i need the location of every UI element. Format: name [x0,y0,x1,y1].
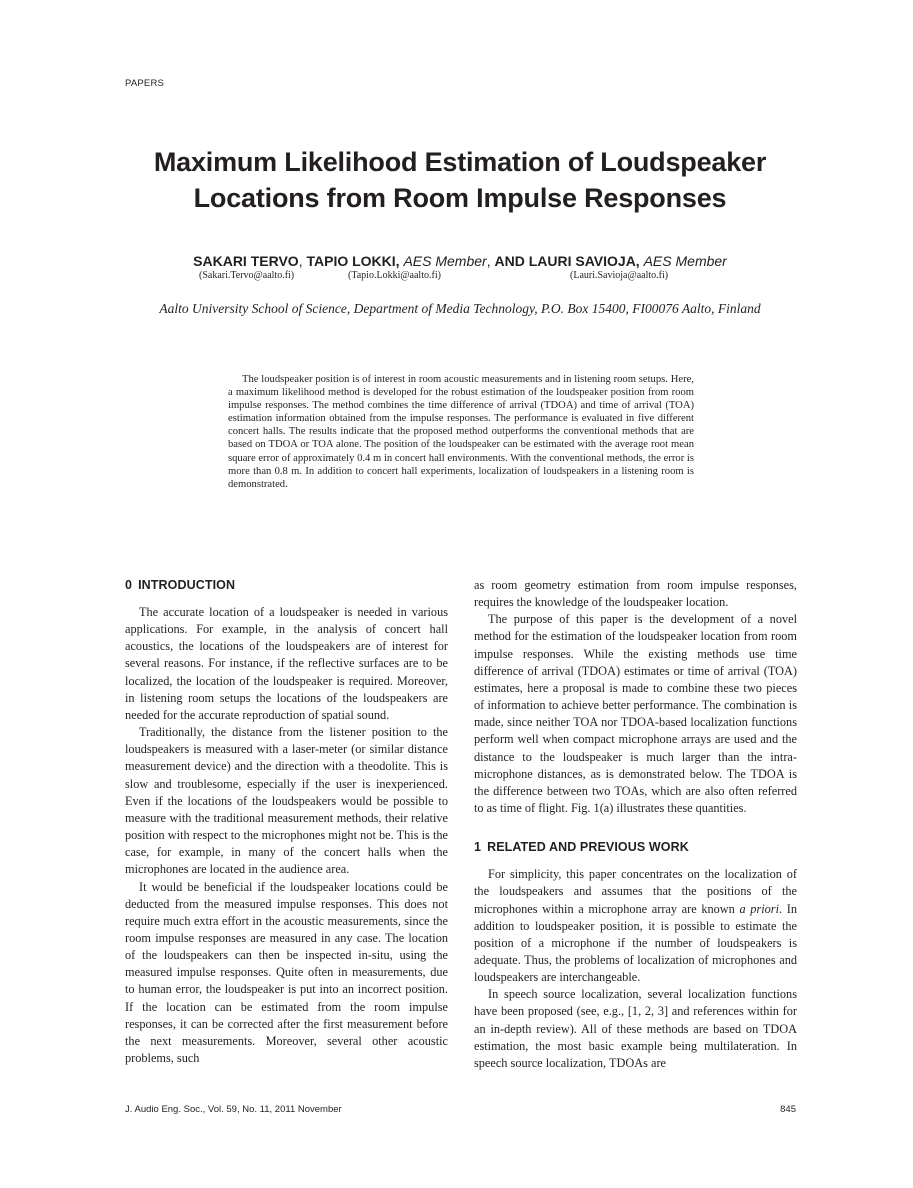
related-paragraph-1-italic: a priori [739,901,780,916]
footer-citation: J. Audio Eng. Soc., Vol. 59, No. 11, 2011 November [125,1104,342,1115]
section-number: 0 [125,578,133,592]
affiliation: Aalto University School of Science, Department of Media Technology, P.O. Box 15400, FI00076 Aalto, Finland [159,301,761,316]
author-3-email: (Lauri.Savioja@aalto.fi) [570,270,669,281]
author-2-email: (Tapio.Lokki@aalto.fi) [348,270,441,281]
section-title: RELATED AND PREVIOUS WORK [487,840,689,855]
related-paragraph-1-text-cont: . In addition to loudspeaker position, it is possible to estimate the position of a microphone if the number of loudspeakers is adequate. Thus, the problems of localization of microphones and loudspeakers are interchangeable. [474,901,797,985]
section-heading-related-work [474,839,797,856]
paper-title [100,144,820,216]
intro-paragraph-2: Traditionally, the distance from the listener position to the loudspeakers is measured with a laser-meter (or similar distance measurement device) and the direction with a theodolite. This is slow and troublesome, especially if the user is inexperienced. Even if the locations of the loudspeakers would be possible to measure with the traditional measurement methods, their relative position with respect to the microphones might not be. This is the case, for example, in many of the concert halls when the microphones are located in the audience area. [125,725,448,877]
title-line-2: Locations from Room Impulse Responses [193,183,727,213]
author-2-membership: AES Member [403,253,487,269]
author-2: TAPIO LOKKI, [306,253,400,269]
author-3: LAURI SAVIOJA, [528,253,640,269]
section-number: 1 [474,840,482,855]
author-conjunction: AND [494,253,525,269]
intro-paragraph-3-continued: as room geometry estimation from room impulse responses, requires the knowledge of the loudspeaker location. [474,578,797,610]
author-3-membership: AES Member [643,253,727,269]
author-separator-1: , [298,253,303,269]
related-paragraph-1 [474,866,797,986]
page-number: 845 [780,1104,796,1115]
section-heading-introduction [125,577,448,594]
author-separator-2: , [486,253,491,269]
abstract: The loudspeaker position is of interest in room acoustic measurements and in listening room setups. Here, a maximum likelihood method is developed for the robust estimation of the loudspeaker position from room impulse responses. The method combines the time difference of arrival (TDOA) and time of arrival (TOA) estimation information obtained from the impulse responses. The performance is evaluated in five different concert halls. The results indicate that the proposed method outperforms the conventional methods that are based on TDOA or TOA alone. The position of the loudspeaker can be estimated with the average root mean square error of approximately 0.4 m in concert hall environments. With the conventional methods, the error is more than 0.8 m. In addition to concert hall experiments, localization of loudspeakers in a listening room is demonstrated. [228,374,694,490]
left-column [125,577,448,1067]
right-column [474,577,797,1072]
author-list [130,252,790,270]
author-1-email: (Sakari.Tervo@aalto.fi) [199,270,295,281]
author-1: SAKARI TERVO [193,253,299,269]
running-header: PAPERS [125,78,165,89]
intro-paragraph-3: It would be beneficial if the loudspeaker locations could be deducted from the measured impulse responses. This does not require much extra effort in the acoustic measurements, since the room impulse responses are measured in any case. The location of the loudspeakers can then be inspected in-situ, using the measured impulse responses. Quite often in measurements, due to human error, the loudspeaker is put into an incorrect position. If the location can be estimated from the room impulse responses, it can be corrected after the first measurement before the next measurements. Moreover, several other acoustic problems, such [125,879,448,1066]
related-paragraph-2: In speech source localization, several localization functions have been proposed (see, e.g., [1, 2, 3] and references within for an in-depth review). All of these methods are based on TDOA estimation, the most basic example being multilateration. In speech source localization, TDOAs are [474,987,797,1070]
section-title: INTRODUCTION [138,578,236,592]
title-line-1: Maximum Likelihood Estimation of Loudspeaker [153,147,767,177]
related-paragraph-1-text: For simplicity, this paper concentrates on the localization of the loudspeakers and assumes that the positions of the microphones within a microphone array are known [474,867,797,916]
intro-paragraph-4: The purpose of this paper is the development of a novel method for the estimation of the loudspeaker location from room impulse responses. While the existing methods use time difference of arrival (TDOA) estimates or time of arrival (TOA) estimates, here a proposal is made to combine these two pieces of information to achieve better performance. The combination is made, since neither TOA nor TDOA-based localization functions perform well when compact microphone arrays are used and the distance to the loudspeaker is much larger than the intra-microphone distances, as is demonstrated below. The TDOA is the difference between two TOAs, which are also often referred to as time of flight. Fig. 1(a) illustrates these quantities. [474,612,797,816]
intro-paragraph-1: The accurate location of a loudspeaker is needed in various applications. For example, in the analysis of concert hall acoustics, the locations of the loudspeakers are of interest for several reasons. For instance, if the reflective surfaces are to be localized, the location of the loudspeaker is required. Moreover, in listening room setups the locations of the loudspeakers are needed for the accurate reproduction of spatial sound. [125,605,448,722]
